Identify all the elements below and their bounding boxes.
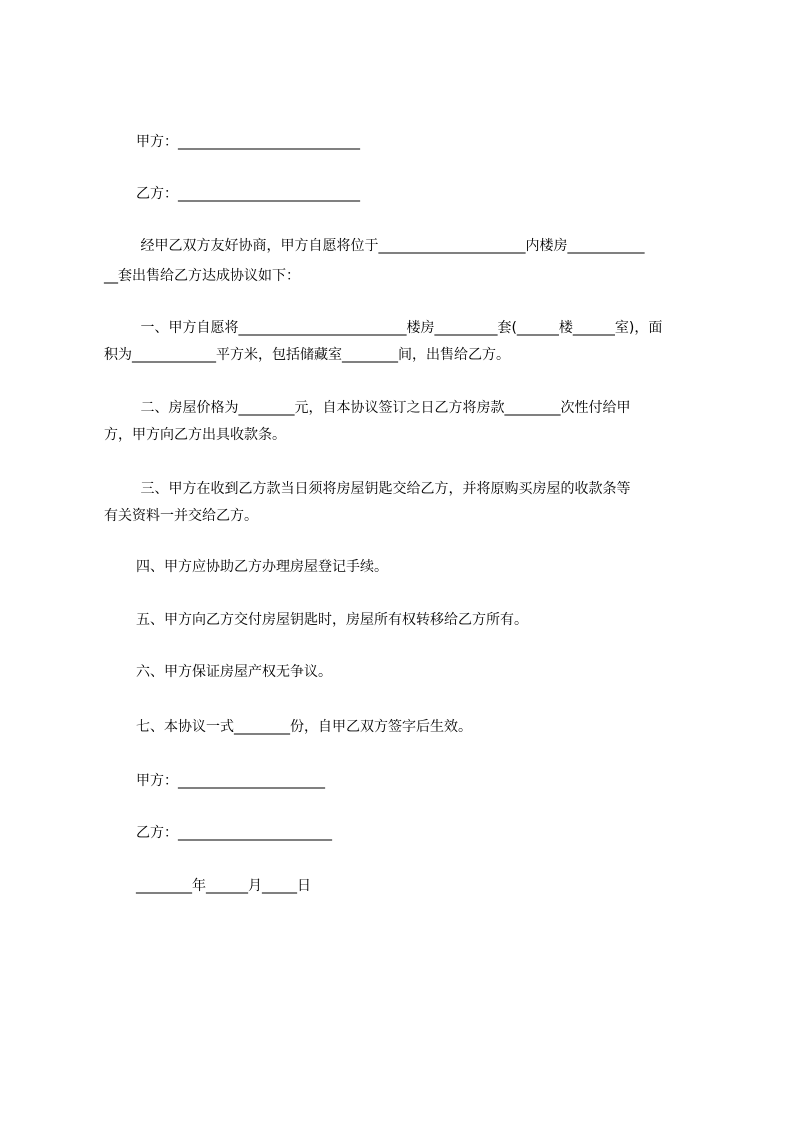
party-b-top: 乙方：__________________________ <box>136 186 360 202</box>
clause-3-line-1: 三、甲方在收到乙方款当日须将房屋钥匙交给乙方，并将原购买房屋的收款条等 <box>136 481 631 497</box>
clause-6: 六、甲方保证房屋产权无争议。 <box>136 664 332 680</box>
clause-2-line-1: 二、房屋价格为________元，自本协议签订之日乙方将房款________次性付给甲 <box>136 400 631 416</box>
clause-3-line-2: 有关资料一并交给乙方。 <box>104 508 258 524</box>
clause-1-line-2: 积为____________平方米，包括储藏室________间，出售给乙方。 <box>104 347 510 363</box>
clause-7: 七、本协议一式________份，自甲乙双方签字后生效。 <box>136 719 472 735</box>
party-a-bottom: 甲方：_____________________ <box>136 773 325 789</box>
party-b-bottom: 乙方：______________________ <box>136 825 332 841</box>
clause-5: 五、甲方向乙方交付房屋钥匙时，房屋所有权转移给乙方所有。 <box>136 612 528 628</box>
clause-2-line-2: 方，甲方向乙方出具收款条。 <box>104 427 286 443</box>
clause-4: 四、甲方应协助乙方办理房屋登记手续。 <box>136 559 388 575</box>
intro-line-2: __套出售给乙方达成协议如下： <box>104 268 300 284</box>
clause-1-line-1: 一、甲方自愿将________________________楼房_________套(______楼______室)，面 <box>136 320 663 336</box>
date-line: ________年______月_____日 <box>136 878 311 894</box>
party-a-top: 甲方：__________________________ <box>136 134 360 150</box>
intro-line-1: 经甲乙双方友好协商，甲方自愿将位于_____________________内楼房___________ <box>136 238 645 254</box>
